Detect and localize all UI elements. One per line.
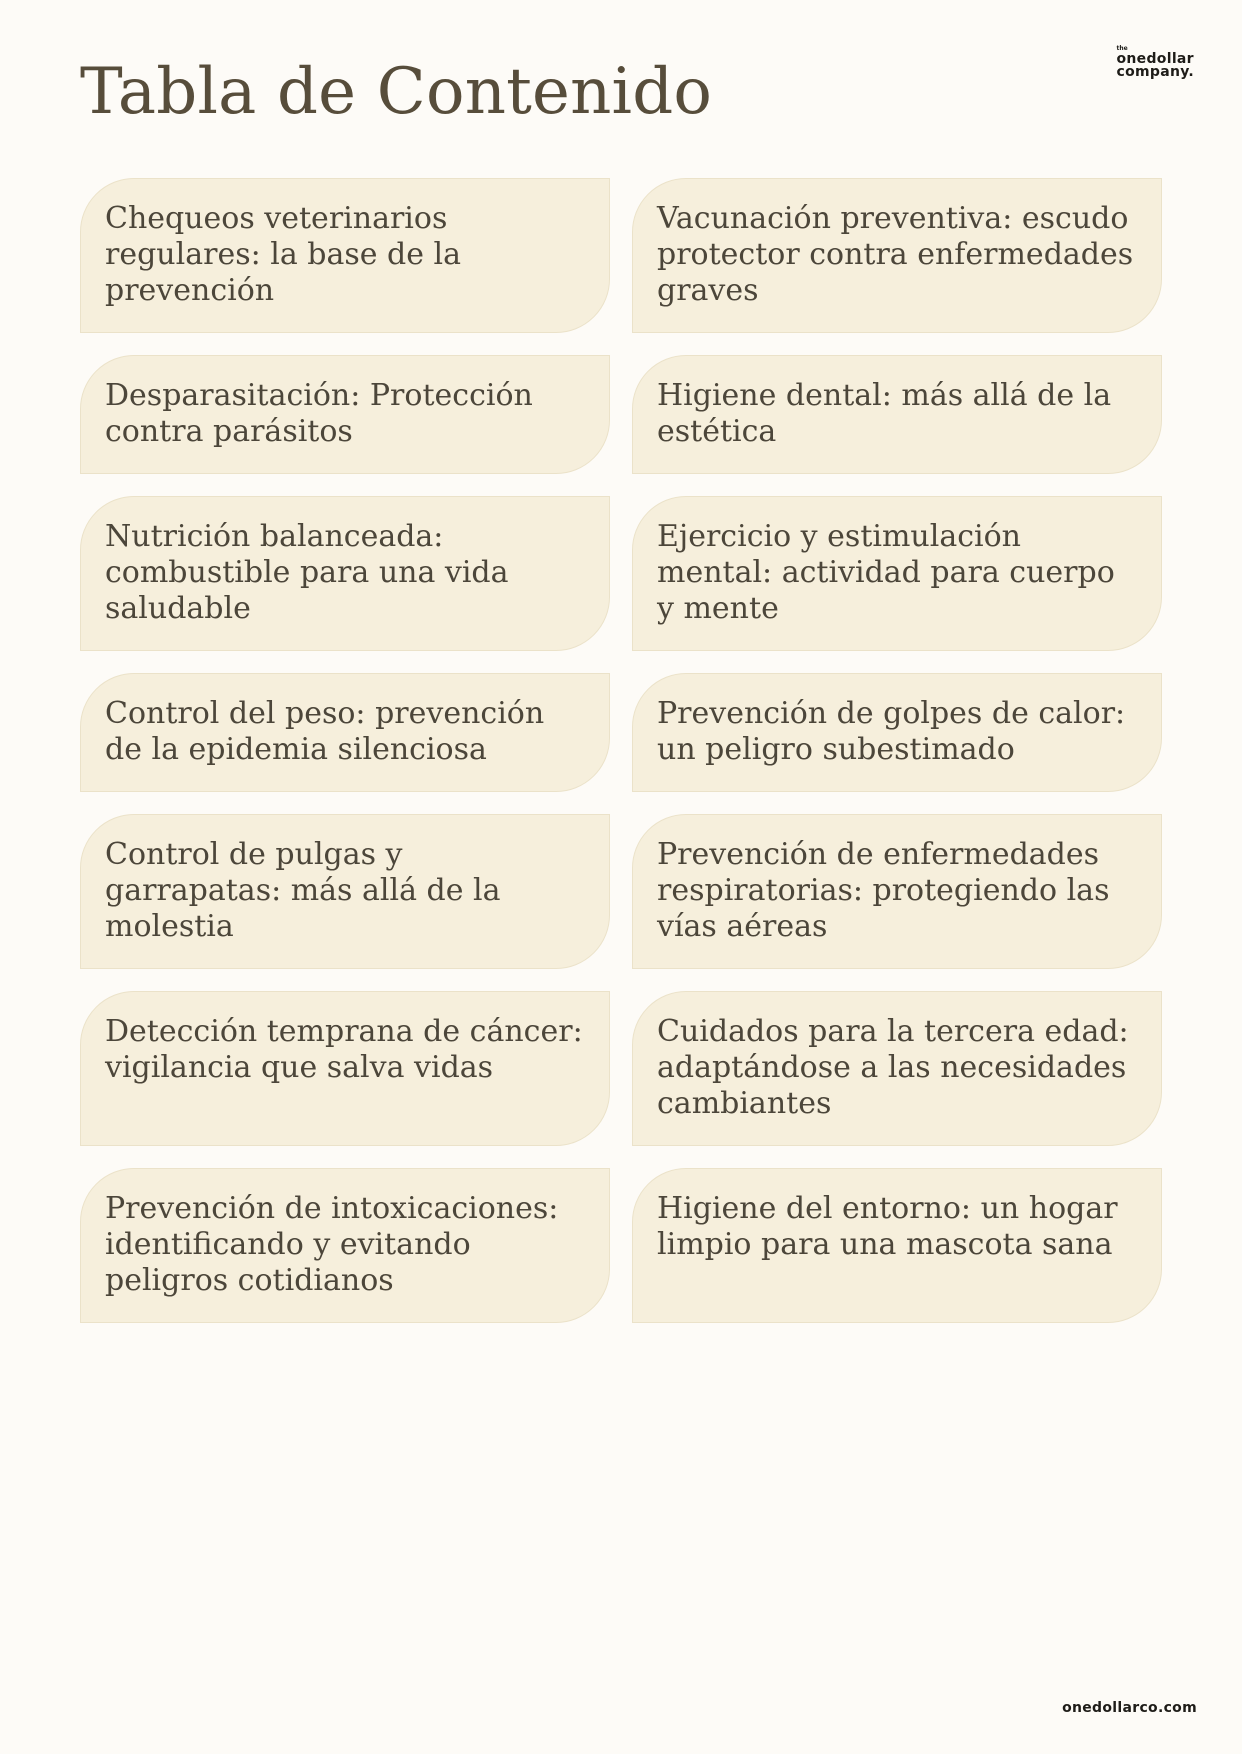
toc-item-2[interactable]: Vacunación preventiva: escudo protector contra enfermedades graves (632, 178, 1162, 333)
toc-item-7[interactable]: Control del peso: prevención de la epidemia silenciosa (80, 673, 610, 792)
toc-item-5[interactable]: Nutrición balanceada: combustible para una vida saludable (80, 496, 610, 651)
toc-item-4[interactable]: Higiene dental: más allá de la estética (632, 355, 1162, 474)
logo-the: the (1116, 45, 1128, 52)
toc-item-1[interactable]: Chequeos veterinarios regulares: la base de la prevención (80, 178, 610, 333)
toc-item-13[interactable]: Prevención de intoxicaciones: identificando y evitando peligros cotidianos (80, 1168, 610, 1323)
page-title: Tabla de Contenido (80, 55, 713, 129)
toc-item-8[interactable]: Prevención de golpes de calor: un peligro subestimado (632, 673, 1162, 792)
logo-line1: onedollar (1116, 50, 1194, 67)
logo-line2: company. (1116, 63, 1194, 80)
toc-item-10[interactable]: Prevención de enfermedades respiratorias: protegiendo las vías aéreas (632, 814, 1162, 969)
toc-item-9[interactable]: Control de pulgas y garrapatas: más allá de la molestia (80, 814, 610, 969)
toc-item-6[interactable]: Ejercicio y estimulación mental: actividad para cuerpo y mente (632, 496, 1162, 651)
toc-item-11[interactable]: Detección temprana de cáncer: vigilancia que salva vidas (80, 991, 610, 1146)
toc-item-3[interactable]: Desparasitación: Protección contra parásitos (80, 355, 610, 474)
toc-item-12[interactable]: Cuidados para la tercera edad: adaptándose a las necesidades cambiantes (632, 991, 1162, 1146)
footer-url[interactable]: onedollarco.com (1062, 1700, 1197, 1716)
toc-item-14[interactable]: Higiene del entorno: un hogar limpio para una mascota sana (632, 1168, 1162, 1323)
toc-grid (80, 178, 1160, 1323)
onedollar-company-logo (1117, 46, 1195, 79)
